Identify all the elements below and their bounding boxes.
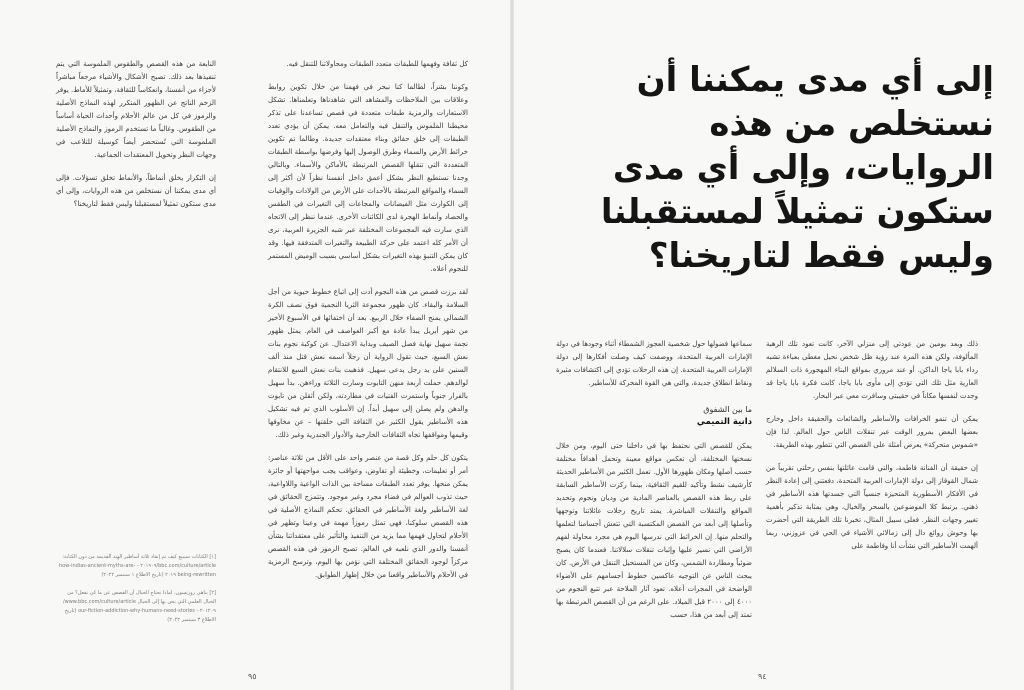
right-page-left-column xyxy=(556,338,752,632)
paragraph: يمكن أن تنمو الخرافات والأساطير والشائعات والحقيقة داخل وخارج بعضها البعض بمرور الوقت عبر تنقلات الناس حول العالم. لذا فإن «شموس متحركة» يعرض أمثلة على القصص التي تتطور بهذه الطريقة. xyxy=(766,415,978,449)
footnotes xyxy=(56,553,216,634)
right-page-right-column xyxy=(766,338,978,563)
paragraph: سماعها فضولها حول شخصية العجوز الشمطاء أثناء وجودها في دولة الإمارات العربية المتحدة، ووصفت كيف وصلت أفكارها إلى دولة الإمارات العربية المتحدة. إن هذه الرحلات تؤدي إلى اكتشافات مثيرة ونقاط انطلاق جديدة، والتي هي القوة المحركة للأساطير. xyxy=(556,340,752,387)
paragraph: كل ثقافة وفهمها للطبقات متعدد الطبقات ومحاولاتنا للتنقل فيه. xyxy=(286,60,468,68)
attribution-role: ما بين الشفوق xyxy=(703,405,752,414)
page-number-right: ٩٤ xyxy=(758,672,767,681)
paragraph: ذلك وبعد يومين من عودتي إلى منزلي الآخر، كانت تعود تلك الرهبة المألوفة، ولكن هذه المرة عند رؤية ظل شخص نحيل مغطى بعباءة تشبه رداء بابا ياجا الداكن. أو عند مروري بمواقع البناء المهجورة ذات السلالم العارية مثل تلك التي تؤدي إلى مأوى بابا ياجا، كانت فكرة بابا ياجا قد وجدت لنفسها مكاناً في حقيبتي وسافرت معي عبر البحار. xyxy=(766,340,978,400)
paragraph: لقد برزت قصص من هذه النجوم أدت إلى اتباع خطوط حيوية من أجل السلامة والبقاء. كان ظهور مجموعة الثريا النجمية فوق نصف الكرة الشمالي يمنح الصفاء خلال الربيع. بعد أن اختفائها في الأسبوع الأخير من شهر أبريل يبدأ عادة مع أكبر العواصف في العام. يمثل ظهور نجمة سهيل نهاية فصل الصيف وبداية الاعتدال. عن كوكبة نجوم بنات نعش السبع، حيث تقول الرواية أن رجلاً اسمه نعش قتل منذ ألف السنين على يد رجل يدعى سهيل. فذهبت بنات نعش السبع للانتقام لوالدهم. حملت أربعة منهن التابوت وسارت الثلاثة وراءهن. بدأ سهيل بالفرار جنوباً واستمرت الفتيات في مطاردته، ولكن أثقلن من تابوت والدهن ولم يصلن إلى سهيل أبداً. إن الأسلوب الذي تم فيه تشكيل هذه الأساطير يقول الكثير عن الثقافة التي خلقتها – عن مخاوفها وقيمها ومواقفها تجاه الثقافات الخارجية والأدوار الجندرية وغير ذلك. xyxy=(268,288,468,439)
footnote: [٢] بناهي روزنسون، لماذا نحتاج الخيال أن القصص عن ما كي نفعل؟ من الخيال العلمي التي نحن بها إلى الخيال www.bbc.com/culture/article/٢٠١٢٠٩ - our-fiction-addiction-why-humans-need-stories (تاريخ الاطلاع ٣ سبتمبر ٢٠٢٢) xyxy=(62,590,216,623)
headline: إلى أي مدى يمكننا أن نستخلص من هذه الروايات، وإلى أي مدى ستكون تمثيلاً لمستقبلنا وليس فقط لتاريخنا؟ xyxy=(600,60,994,276)
paragraph: إن التكرار يخلق أنماطاً، والأنماط تخلق تسؤلات. فإلى أي مدى يمكننا أن نستخلص من هذه الروايات، وإلى أي مدى ستكون تمثيلاً لمستقبلنا وليس فقط لتاريخنا؟ xyxy=(56,174,216,208)
left-page-right-column xyxy=(268,58,468,592)
attribution xyxy=(556,404,752,428)
left-page-left-column xyxy=(56,58,216,221)
paragraph: النابعة من هذه القصص والطقوس الملموسة التي يتم تنفيذها بعد ذلك. تصبح الأشكال والأشياء مرجعاً مباشراً لأجزاء من أنفسنا، وانعكاساً للثقافة، وتمثيلاً للأماط. يوفر الزخم الناتج عن الظهور المتكرر لهذه النماذج الأصلية والرموز في كل من عالم الأحلام وأحداث الحياة أساساً من الطقوس. وغالباً ما تستخدم الرموز والنماذج الأصلية الملموسة التي تُستحضر أيضاً كوسيلة للتلاعب في وجهات النظر وتحويل المعتقدات الجماعية. xyxy=(56,60,216,159)
attribution-name: دانية التميمي xyxy=(696,417,752,427)
footnote: [١] الكتابات سيبيع كيف تم إنقاذ ثلاثة أساطير الهند القديمة من دون الكتابة: bbc.com/culture/article/٢٠١٩٠٩ - how-indias-ancient-myths-are-being-rewritten ٢٠١٩ (تاريخ الاطلاع ١ سبتمبر ٢٠٢٢) xyxy=(58,554,216,578)
paragraph: يتكون كل حلم وكل قصة من عنصر واحد على الأقل من ثلاثة عناصر: أمر أو تعليمات، وخطيئة أو تفاوض، وعواقب يجب مواجهتها أو جائزة يمكن منحها. يوفر تعدد الطبقات مساحة بين الذات الواعية واللاواعية، حيث تذوب العوالم في فضاء مجرد وغير موجود. وتتمزج الحقائق في لغة الأساطير ولغة الأساطير في الحقائق. تحكم النماذج الأصلية في هذه القصص سلوكنا، فهي تمثل رموزاً مهمة في وعينا وتظهر في الأحلام لتحاول فهمها مما يزيد من التنفيذ والتأثير على معتقداتنا بشأن أنفسنا والدور الذي نلعبه في العالم. تصبح الرموز في هذه القصص مركزاً لوجود الحقائق المختلفة التي نؤمن بها اليوم، وترسخ الرمزية في الأحلام والأساطير واقعنا من خلال إظهار الطوابق. xyxy=(268,454,468,579)
paragraph: إن حقيقة أن الفنانة فاطمة، والتي قامت عائلتها بنفس رحلتي تقريباً من شمال القوقاز إلى دولة الإمارات العربية المتحدة، دفعتني إلى إعادة النظر في الأفكار الأسطورية المتحيزة جنسياً التي جسدتها هذه الأساطير في ذهني. يرتبط كلا الموضوعين بالسحر والخيال، وهي بمثابة تذكير بأهمية تغيير وجهات النظر. فعلى سبيل المثال، تخبرنا تلك الطريقة التي أحضرت بها وحوش روائع دال إلى زمالائي الأشياء في الحي في عزوزني، ربما ألهمت الأساطير التي نشأت أنا وفاطمة على xyxy=(766,464,978,550)
paragraph: وكوننا بشراً، لطالما كنا نبحر في فهمنا من خلال تكوين روابط وعلاقات بين الملاحظات والمشاهد التي شاهدناها وتعلمناها. تشكل الاستعارات والرمزية طبقات متعددة في قصص تساعدنا على تذكر محيطنا الملموس والتنقل فيه والتعامل معه. يمكن أن يؤدي تعدد الطبقات إلى خلق حقائق وبناء معتقدات جديدة. وطالما تم تكوين خرائط الأرض والسماء وطرق الوصول إليها وفرضها بواسطة الطبقات المتعددة التي تنقلها القصص المرتبطة بالأماكن والأسماء. وبالتالي وجدنا نستطيع النظر بشكل أعمق داخل أنفسنا نظراً لأن أكثر إلى السماء والمواقع المرتبطة بالأحداث على الأرض من الولادات والوفيات إلى الكوارث مثل الفيضانات والمجاعات إلى التغيرات في الطقس والحصاد وأنماط الهجرة لدى الكائنات الأخرى. عندما ننظر إلى الاتجاه الذي سارت فيه المجموعات المختلفة عبر شبه الجزيرة العربية، نرى أن الأمر كله اعتمد على حركة الطبيعة والتغيرات المتدفقة فيها. وقد كان يمكن التنبؤ بهذه التغيرات بشكل أساسي بسبب الوميض المستمر للنجوم أعلاه. xyxy=(268,83,468,273)
page-number-left: ٩٥ xyxy=(248,672,257,681)
paragraph: يمكن للقصص التي نحتفظ بها في داخلنا حتى اليوم، ومن خلال نسختها المختلفة، أن تعكس مواقع معينة وتحمل أهدافاً مختلفة حسب أصلها ومكان ظهورها الأول. تعمل الكثير من الأساطير الحديثة كأرشيف نشط وتأكيد للقيم الثقافية، بينما ركزت الأساطير السابقة على ربط هذه القصص بالعناصر المادية من وديان ونجوم وتحديد المواقع والتنقلات المباشرة. يمتد تاريخ رحلات عائلاتنا وتوجهها وتأصلها إلى أبعد من القصص المكتسبة التي تتعش أجسامنا لتعلمها والتحلم منها. إن الخرائط التي ندرسها اليوم هي مجرد محاولة لفهم الأراضي التي نسير عليها وإثبات تنقلات سلالاتنا. فعندما كان يصبح ضوئياً ومطاردة الشمس، وكان من المستحيل التنقل في الأرض. كان يبحث الناس عن التوجيه عاكسين خطوط أجسامهم على الأضواء الواضحة في المجرات أعلاه. تعود آثار الملاحة عبر تتبع النجوم من ٤٠٠٠ إلى ٢٠٠٠ قبل الميلاد. على الرغم من أن القصص المرتبطة بها تمتد إلى أبعد من هذا، حسب xyxy=(556,442,752,619)
